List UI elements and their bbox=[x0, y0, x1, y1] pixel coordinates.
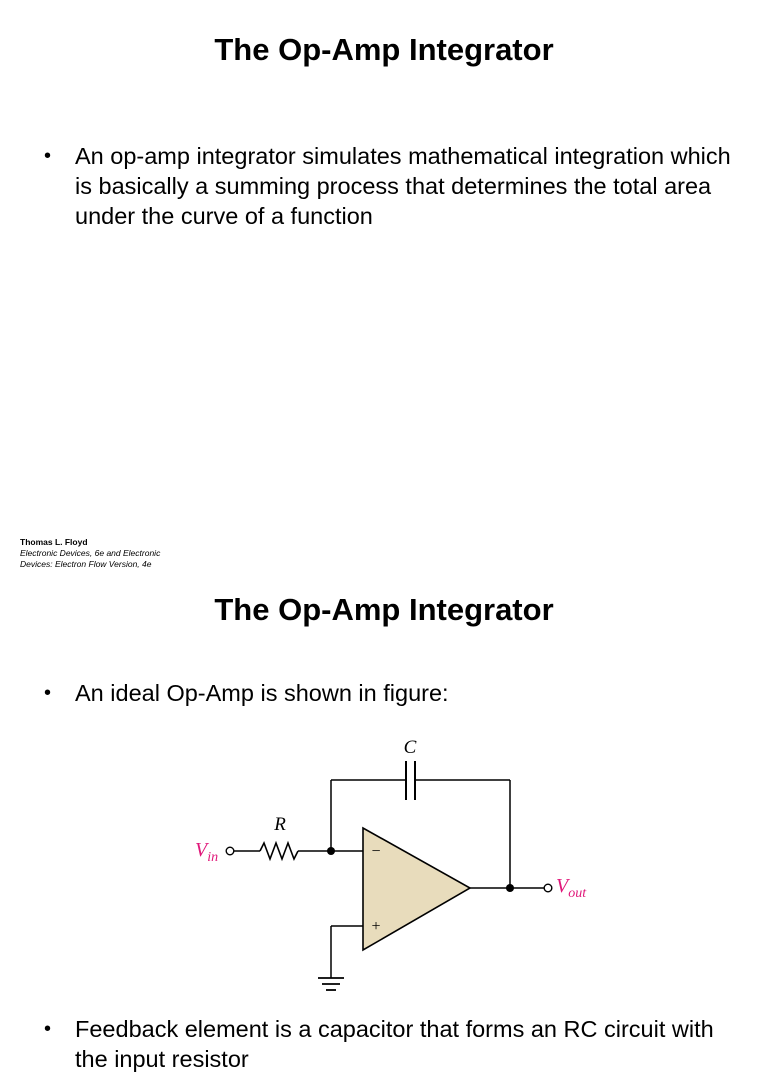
resistor-zigzag bbox=[260, 843, 298, 859]
slide-2-bullet-next-text: Feedback element is a capacitor that forms an RC circuit with the input resistor bbox=[75, 1016, 714, 1072]
bullet-dot-icon: • bbox=[44, 145, 52, 167]
vin-label: $V_{in}$ bbox=[195, 839, 219, 865]
credit-book: Electronic Devices, 6e and Electronic Devices: Electron Flow Version, 4e bbox=[20, 548, 161, 569]
resistor-label: R bbox=[274, 814, 286, 835]
noninverting-input-sign: + bbox=[371, 918, 381, 935]
summing-junction-dot bbox=[327, 847, 335, 855]
output-junction-dot bbox=[506, 884, 514, 892]
vout-terminal bbox=[544, 884, 552, 892]
integrator-circuit-diagram bbox=[178, 728, 608, 998]
bullet-dot-icon: • bbox=[44, 1018, 52, 1040]
slide-credit bbox=[20, 537, 195, 570]
slide-2-bullet-next bbox=[44, 1014, 744, 1074]
vout-label: $V_{out}$ bbox=[556, 875, 587, 901]
slide-2 bbox=[0, 580, 768, 1072]
slide-2-title: The Op-Amp Integrator bbox=[214, 592, 554, 627]
slide-1-bullet bbox=[44, 141, 744, 231]
slide-1-bullet-text: An op-amp integrator simulates mathematical integration which is basically a summing process that determines the total area under the curve of a function bbox=[75, 143, 731, 229]
slide-2-bullet bbox=[44, 678, 744, 708]
slide-1-title: The Op-Amp Integrator bbox=[214, 32, 554, 67]
vin-terminal bbox=[226, 847, 234, 855]
ground-icon bbox=[318, 978, 344, 990]
slide-2-bullet-text: An ideal Op-Amp is shown in figure: bbox=[75, 680, 449, 706]
credit-author: Thomas L. Floyd bbox=[20, 537, 88, 547]
capacitor-label: C bbox=[403, 737, 417, 758]
inverting-input-sign: − bbox=[371, 843, 381, 860]
bullet-dot-icon: • bbox=[44, 682, 52, 704]
circuit-svg bbox=[178, 728, 608, 998]
